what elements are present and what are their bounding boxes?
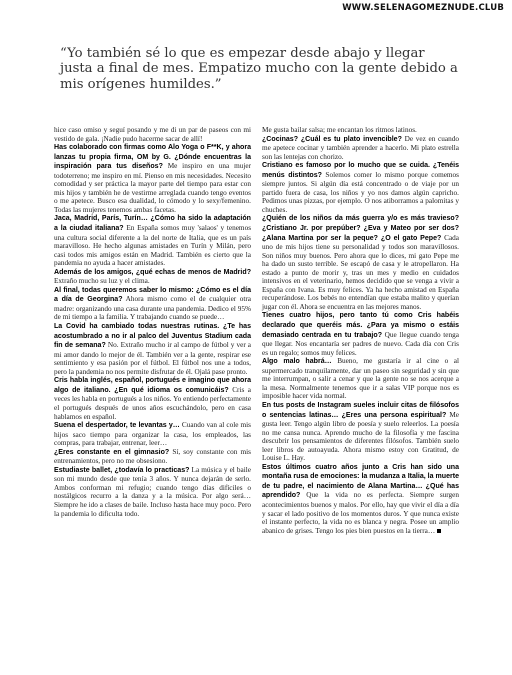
- interview-paragraph: [262, 401, 459, 463]
- interview-answer: Sí, soy constante con mis entrenamientos, pero no me obsesiono.: [54, 447, 251, 466]
- left-column: [54, 126, 251, 518]
- interview-answer: Extraño mucho su luz y el clima.: [54, 277, 150, 286]
- interview-question: ¿Eres constante en el gimnasio?: [54, 448, 170, 456]
- interview-paragraph: [54, 286, 251, 322]
- interview-question: La Covid ha cambiado todas nuestras rutinas. ¿Te has acostumbrado a no ir al palco del Juventus Stadium cada fin de semana?: [54, 323, 251, 350]
- right-column: [262, 126, 459, 535]
- interview-paragraph: [54, 214, 251, 267]
- interview-answer: De vez en cuando me apetece cocinar y también aprender a hacerlo. Mi plato estrella son las lentejas con chorizo.: [262, 134, 459, 161]
- interview-question: ¿Quién de los niños da más guerra y/o es más travieso? ¿Cristiano Jr. por prepúber? ¿Eva y Mateo por ser dos? ¿Alana Martina por ser la peque? ¿O el gato Pepe?: [262, 215, 459, 242]
- interview-question: En tus posts de Instagram sueles incluir citas de filósofos o sentencias latinas… ¿Eres una persona espiritual?: [262, 401, 459, 419]
- interview-answer: Que la vida no es perfecta. Siempre surgen acontecimientos buenos y malos. Por ello, hay que vivir el día a día y sacar el lado positivo de los momentos duros. Y que nunca existe el instante perfecto, la vida no es blanca y negra. Posee un amplio abanico de grises. Tengo los pies bien puestos en la tierra…: [262, 491, 460, 535]
- interview-question: Al final, todas queremos saber lo mismo: ¿Cómo es el día a día de Georgina?: [54, 286, 251, 304]
- interview-answer: Cada uno de mis hijos tiene su personalidad y todos son maravillosos. Son niños muy buenos. Pero ahora que lo dices, mi gato Pepe me ha dado un susto terrible. Se escapó de casa y le atropellaron. Ha estado a punto de morir y, tras un mes y medio en cuidados intensivos en el veterinario, hemos decidido que se venga a vivir a España con Ivana. Es muy felices. Ya ha hecho amistad en España recuperándose. Los bebés no entendían que estaba malito y querían jugar con él. Ahora se encuentra en las mejores manos.: [262, 233, 460, 311]
- interview-paragraph: [54, 466, 251, 518]
- interview-question: Has colaborado con firmas como Alo Yoga o F**K, y ahora lanzas tu propia firma, OM by G. ¿Dónde encuentras la inspiración para tus diseños?: [54, 144, 251, 171]
- interview-answer: No. Extraño mucho ir al campo de fútbol y ver a mi amor dando lo mejor de él. También ver a la gente, respirar ese sentimiento y esa pasión por el fútbol. El fútbol nos une a todos, pero la pandemia no nos permite disfrutar de él. Ojalá pase pronto.: [54, 341, 252, 376]
- interview-answer: Me inspiro en una mujer todoterreno; me inspiro en mí. Pienso en mis necesidades. Necesito comodidad y ser práctica la mayor parte del tiempo para estar con mis hijos y también he de vestirme arreglada cuando tengo eventos o me apetece. Busco esa dualidad, lo cómodo y lo sexy/femenino. Todas las mujeres tenemos ambas facetas.: [54, 162, 252, 214]
- interview-question: ¿Cocinas? ¿Cuál es tu plato invencible?: [262, 135, 402, 143]
- interview-question: Suena el despertador, te levantas y…: [54, 422, 180, 430]
- interview-paragraph: [54, 126, 251, 143]
- interview-paragraph: [262, 463, 459, 535]
- interview-answer: La música y el baile son mi mundo desde que tenía 3 años. Y nunca dejarán de serlo. Ambos conforman mi refugio; cuando tengo días difíciles o nostálgicos recurro a la danza y a la música. Por algo será… Siempre he ido a clases de baile. Incluso hasta hace muy poco. Pero la pandemia lo dificulta todo.: [54, 465, 251, 518]
- watermark: WWW.SELENAGOMEZNUDE.CLUB: [342, 3, 504, 13]
- interview-paragraph: [54, 421, 251, 448]
- interview-paragraph: [262, 135, 459, 162]
- interview-answer: Cuando van al cole mis hijos saco tiempo para organizar la casa, los empleados, las compras, para trabajar, entrenar, leer…: [54, 421, 252, 448]
- interview-paragraph: [54, 376, 251, 421]
- interview-question: Cristiano es famoso por lo mucho que se cuida. ¿Tenéis menús distintos?: [262, 162, 459, 179]
- interview-answer: Solemos comer lo mismo porque comemos siempre juntos. Si algún día está concentrado o de viaje por un partido fuera de casa, los niños y yo nos damos algún capricho. Pedimos unas pizzas, por ejemplo. O nos atiborramos a palomitas y chuches.: [262, 170, 460, 214]
- interview-answer: Cris a veces les habla en portugués a los niños. Yo entiendo perfectamente el portugués después de unos años escuchándolo, pero en casa hablamos en español.: [54, 385, 251, 421]
- interview-paragraph: [262, 357, 459, 401]
- interview-paragraph: [54, 143, 251, 214]
- interview-question: Cris habla inglés, español, portugués e imagino que ahora algo de italiano. ¿En qué idioma os comunicáis?: [54, 377, 251, 394]
- interview-answer: Ahora mismo como el de cualquier otra madre: organizando una casa durante una pandemia. Dedico el 95% de mi tiempo a la familia. Y trabajando cuando se puede…: [54, 295, 251, 322]
- interview-answer: Me gusta leer. Tengo algún libro de poesía y suelo releerlos. La poesía no me cansa nunca. Aprendo mucho de la filosofía y me fascina descubrir los pensamientos de diferentes filósofos. También suelo leer libros de autoayuda. Ahora mismo estoy con Gratitud, de Louise L. Hay.: [262, 410, 460, 463]
- interview-question: Estos últimos cuatro años junto a Cris han sido una montaña rusa de emociones: la mudanza a Italia, la muerte de tu padre, el nacimiento de Alana Martina… ¿Qué has aprendido?: [262, 463, 459, 500]
- interview-question: Algo malo habrá…: [262, 358, 332, 366]
- interview-paragraph: [262, 214, 459, 311]
- pull-quote: “Yo también sé lo que es empezar desde abajo y llegar justa a final de mes. Empatizo mucho con la gente debido a mis orígenes humildes.”: [60, 46, 458, 92]
- interview-paragraph: [54, 448, 251, 466]
- interview-paragraph: [54, 268, 251, 286]
- interview-paragraph: [262, 126, 459, 135]
- end-of-article-mark: [437, 529, 441, 533]
- interview-answer: Me gusta bailar salsa; me encantan los ritmos latinos.: [262, 126, 417, 134]
- interview-paragraph: [262, 161, 459, 214]
- interview-paragraph: [262, 311, 459, 357]
- interview-answer: Que llegue cuando tenga que llegar. Nos encantaría ser padres de nuevo. Cada día con Cris es un regalo; somos muy felices.: [262, 330, 459, 357]
- interview-question: Jaca, Madrid, París, Turín… ¿Cómo ha sido la adaptación a la ciudad italiana?: [54, 215, 251, 233]
- interview-answer: hice caso omiso y seguí posando y me di un par de paseos con mi vestido de gala. ¡Nadie pudo hacerme sacar de allí!: [54, 126, 251, 143]
- interview-paragraph: [54, 322, 251, 376]
- interview-answer: En España somos muy 'salaos' y tenemos una cultura social diferente a la del norte de Italia, que es un país maravilloso. He hecho algunas amistades en Turín y Milán, pero casi todos mis amigos están en Madrid. También es cierto que la pandemia no ayuda a hacer amistades.: [54, 224, 252, 268]
- interview-question: Además de los amigos, ¿qué echas de menos de Madrid?: [54, 268, 251, 276]
- interview-question: Tienes cuatro hijos, pero tanto tú como Cris habéis declarado que queréis más. ¿Para ya mismo o estáis demasiado centrada en tu trabajo?: [262, 312, 459, 339]
- interview-answer: Bueno, me gustaría ir al cine o al supermercado tranquilamente, dar un paseo sin seguridad y sin que me interrumpan, o salir a cenar y que la gente no se nos acerque a la mesa. Normalmente tenemos que ir a salas VIP porque nos es imposible hacer vida normal.: [262, 357, 459, 401]
- interview-question: Estudiaste ballet, ¿todavía lo practicas?: [54, 466, 190, 474]
